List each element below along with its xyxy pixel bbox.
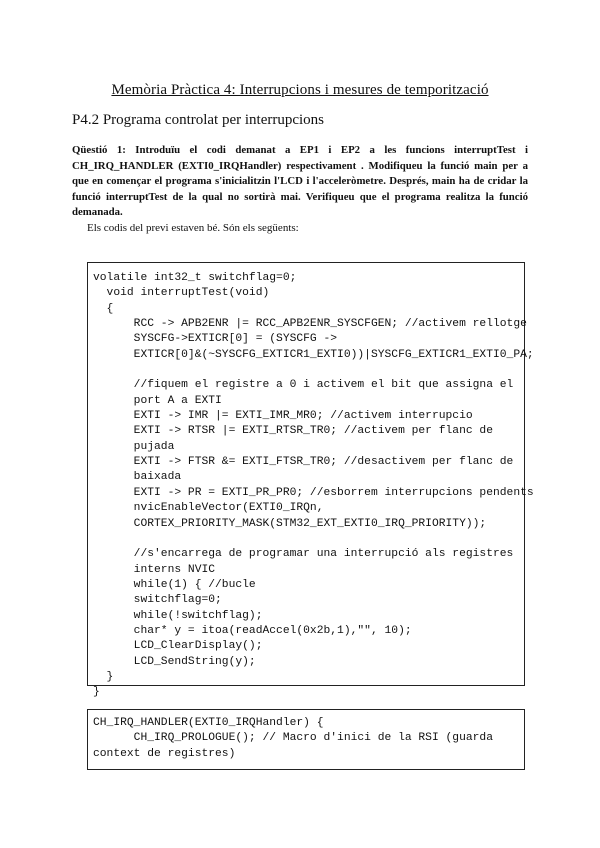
document-title: Memòria Pràctica 4: Interrupcions i mesures de temporització xyxy=(111,82,489,98)
code-line: nvicEnableVector(EXTI0_IRQn, xyxy=(93,502,324,515)
code-block-irq-handler xyxy=(87,709,525,770)
code-line: //fiquem el registre a 0 i activem el bit que assigna el xyxy=(93,379,514,392)
code-line xyxy=(93,363,520,378)
code-line: LCD_ClearDisplay(); xyxy=(93,640,263,653)
code-line: CH_IRQ_HANDLER(EXTI0_IRQHandler) { xyxy=(93,717,324,729)
code-line: context de registres) xyxy=(93,747,236,760)
question-text: Introduïu el codi demanat a EP1 i EP2 a les funcions interruptTest i CH_IRQ_HANDLER (EXTI0_IRQHandler) respectivament . Modifiqueu la funció main per a que en començar el programa s'inicialitzin l'LCD i l'acceleròmetre. Després, main ha de cridar la funció interruptTest de la qual no sortirà mai. Verifiqueu que el programa realitza la funció demanada. xyxy=(72,144,528,218)
code-block-interrupt-test xyxy=(87,262,534,699)
code-line: LCD_SendString(y); xyxy=(93,655,256,668)
code-line: switchflag=0; xyxy=(93,594,222,607)
question-paragraph xyxy=(72,143,528,221)
code-line: EXTI -> RTSR |= EXTI_RTSR_TR0; //activem per flanc de xyxy=(93,425,493,438)
code-line: void interruptTest(void) xyxy=(93,287,270,300)
code-line: port A a EXTI xyxy=(93,394,222,407)
code-line: } xyxy=(93,686,100,699)
section-heading: P4.2 Programa controlat per interrupcions xyxy=(72,112,325,128)
code-line: { xyxy=(93,302,114,315)
code-line: RCC -> APB2ENR |= RCC_APB2ENR_SYSCFGEN; //activem rellotge xyxy=(93,318,527,331)
code-line: SYSCFG->EXTICR[0] = (SYSCFG -> xyxy=(93,333,338,346)
code-line: while(1) { //bucle xyxy=(93,578,256,591)
question-label: Qüestió 1: xyxy=(72,144,126,156)
code-line: //s'encarrega de programar una interrupció als registres xyxy=(93,548,514,561)
code-lines xyxy=(93,716,520,762)
code-line: while(!switchflag); xyxy=(93,609,263,622)
code-line: baixada xyxy=(93,471,182,484)
code-line: interns NVIC xyxy=(93,563,216,576)
code-line: char* y = itoa(readAccel(0x2b,1),"", 10); xyxy=(93,624,412,637)
code-line: EXTI -> IMR |= EXTI_IMR_MR0; //activem interrupcio xyxy=(93,410,473,423)
code-line: pujada xyxy=(93,440,175,453)
code-line: EXTI -> FTSR &= EXTI_FTSR_TR0; //desactivem per flanc de xyxy=(93,456,514,469)
code-line: CORTEX_PRIORITY_MASK(STM32_EXT_EXTI0_IRQ_PRIORITY)); xyxy=(93,517,487,530)
intro-text: Els codis del previ estaven bé. Són els següents: xyxy=(87,222,299,234)
code-line: } xyxy=(93,670,114,683)
code-line: EXTI -> PR = EXTI_PR_PR0; //esborrem interrupcions pendents xyxy=(93,486,534,499)
code-line: CH_IRQ_PROLOGUE(); // Macro d'inici de la RSI (guarda xyxy=(93,732,493,745)
code-line: volatile int32_t switchflag=0; xyxy=(93,272,297,284)
code-line: EXTICR[0]&(~SYSCFG_EXTICR1_EXTI0))|SYSCFG_EXTICR1_EXTI0_PA; xyxy=(93,348,534,361)
code-line xyxy=(93,532,520,547)
code-lines xyxy=(93,271,534,701)
